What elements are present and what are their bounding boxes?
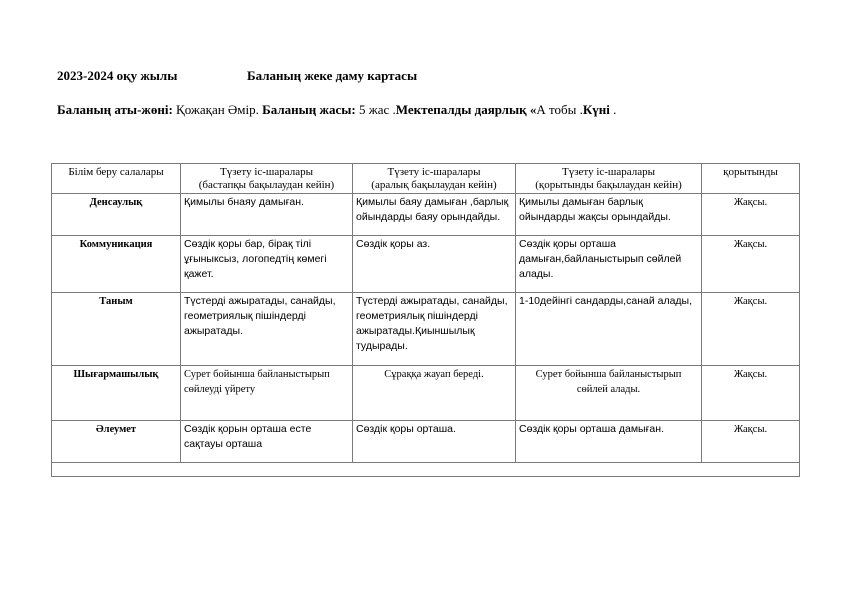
result-cell: Жақсы. bbox=[702, 236, 800, 293]
mid-cell: Түстерді ажыратады, санайды, геометриялық пішіндерді ажыратады.Қиыншылық тудырады. bbox=[353, 293, 516, 366]
initial-cell: Түстерді ажыратады, санайды, геометриялық пішіндерді ажыратады. bbox=[181, 293, 353, 366]
header-final: Түзету іс-шаралары (қорытынды бақылаудан кейін) bbox=[516, 164, 702, 194]
header-result: қорытынды bbox=[702, 164, 800, 194]
final-cell: Сөздік қоры орташа дамыған. bbox=[516, 421, 702, 463]
table-empty-row bbox=[52, 463, 800, 477]
name-value: Қожақан Әмір. bbox=[172, 102, 263, 117]
table-row bbox=[52, 236, 800, 293]
day-label: Күні bbox=[582, 102, 610, 117]
header-line bbox=[57, 68, 418, 84]
final-cell: 1-10дейінгі сандарды,санай алады, bbox=[516, 293, 702, 366]
age-value: 5 жас . bbox=[355, 102, 396, 117]
final-cell: Сурет бойынша байланыстырып сөйлей алады. bbox=[516, 366, 702, 421]
age-label: Баланың жасы: bbox=[262, 102, 356, 117]
initial-cell: Қимылы бнаяу дамыған. bbox=[181, 194, 353, 236]
area-cell: Әлеумет bbox=[52, 421, 181, 463]
name-label: Баланың аты-жөні: bbox=[57, 102, 173, 117]
development-table bbox=[51, 163, 800, 477]
school-year: 2023-2024 оқу жылы bbox=[57, 68, 178, 83]
area-cell: Шығармашылық bbox=[52, 366, 181, 421]
result-cell: Жақсы. bbox=[702, 194, 800, 236]
final-cell: Қимылы дамыған барлық ойындарды жақсы орындайды. bbox=[516, 194, 702, 236]
area-cell: Таным bbox=[52, 293, 181, 366]
area-cell: Коммуникация bbox=[52, 236, 181, 293]
table-row bbox=[52, 194, 800, 236]
table-row bbox=[52, 366, 800, 421]
mid-cell: Сөздік қоры орташа. bbox=[353, 421, 516, 463]
initial-cell: Сурет бойынша байланыстырып сөйлеуді үйрету bbox=[181, 366, 353, 421]
group-value: А тобы . bbox=[536, 102, 583, 117]
child-info-line bbox=[57, 102, 616, 118]
result-cell: Жақсы. bbox=[702, 366, 800, 421]
header-initial: Түзету іс-шаралары (бастапқы бақылаудан кейін) bbox=[181, 164, 353, 194]
initial-cell: Сөздік қорын орташа есте сақтауы орташа bbox=[181, 421, 353, 463]
mid-cell: Сұраққа жауап береді. bbox=[353, 366, 516, 421]
header-area: Білім беру салалары bbox=[52, 164, 181, 194]
result-cell: Жақсы. bbox=[702, 421, 800, 463]
final-cell: Сөздік қоры орташа дамыған,байланыстырып сөйлей алады. bbox=[516, 236, 702, 293]
area-cell: Денсаулық bbox=[52, 194, 181, 236]
page-title: Баланың жеке даму картасы bbox=[247, 68, 418, 83]
table-row bbox=[52, 293, 800, 366]
table-row bbox=[52, 421, 800, 463]
mid-cell: Сөздік қоры аз. bbox=[353, 236, 516, 293]
initial-cell: Сөздік қоры бар, бірақ тілі ұғыныксыз, логопедтің көмегі қажет. bbox=[181, 236, 353, 293]
result-cell: Жақсы. bbox=[702, 293, 800, 366]
table-header-row bbox=[52, 164, 800, 194]
empty-cell bbox=[52, 463, 800, 477]
mid-cell: Қимылы баяу дамыған ,барлық ойындарды баяу орындайды. bbox=[353, 194, 516, 236]
day-value: . bbox=[609, 102, 617, 117]
header-mid: Түзету іс-шаралары (аралық бақылаудан кейін) bbox=[353, 164, 516, 194]
group-label: Мектепалды даярлық « bbox=[395, 102, 537, 117]
